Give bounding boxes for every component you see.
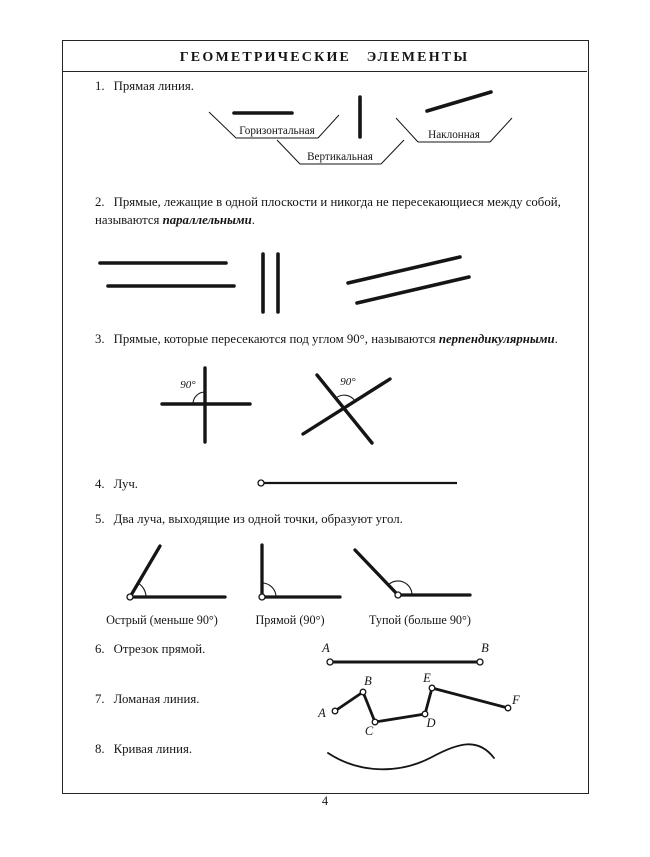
curved-line	[328, 744, 494, 769]
item-3-text	[95, 331, 558, 349]
leader-line	[396, 118, 418, 142]
page-title: ГЕОМЕТРИЧЕСКИЕ ЭЛЕМЕНТЫ	[179, 50, 470, 65]
diagram-ray	[255, 473, 465, 493]
angle-arc	[138, 583, 146, 597]
diagram-angles	[90, 538, 520, 633]
segment-endpoint-a	[327, 659, 333, 665]
acute-angle-ray-2	[130, 546, 160, 597]
item-4-number: 4.	[95, 477, 105, 491]
item-5-text	[95, 511, 403, 529]
term-parallel: параллельными	[162, 212, 252, 227]
page-number: 4	[321, 794, 329, 808]
item-6-text	[95, 641, 205, 659]
inclined-line-figure	[396, 92, 512, 142]
item-1-number: 1.	[95, 79, 105, 93]
acute-angle-figure	[106, 546, 225, 627]
right-angle-figure	[255, 545, 340, 627]
item-2-number: 2.	[95, 195, 105, 209]
point-d-label: D	[426, 716, 436, 730]
right-angle-arc	[193, 392, 205, 404]
polyline-point-a	[332, 708, 338, 714]
diagram-line-types	[185, 88, 520, 173]
right-angle-label: Прямой (90°)	[255, 613, 325, 627]
vertical-label: Вертикальная	[307, 151, 373, 163]
parallel-inclined-line-2	[357, 277, 469, 303]
item-1-label: Прямая линия.	[113, 79, 194, 93]
angle-vertex-point	[395, 592, 401, 598]
item-5-label: Два луча, выходящие из одной точки, образуют угол.	[113, 512, 403, 526]
angle-90-label: 90°	[340, 376, 356, 388]
angle-vertex-point	[259, 594, 265, 600]
perpendicular-cross-upright	[162, 368, 250, 442]
obtuse-angle-label: Тупой (больше 90°)	[369, 613, 471, 627]
item-4-label: Луч.	[113, 477, 139, 491]
diagram-segment	[318, 638, 498, 670]
point-a-label: A	[322, 641, 330, 655]
inclined-label: Наклонная	[428, 129, 480, 141]
item-7-text	[95, 691, 199, 709]
item-3-period: .	[554, 332, 558, 346]
diagram-parallel-lines	[95, 248, 495, 318]
term-perpendicular: перпендикулярными	[438, 332, 555, 346]
item-8-text	[95, 741, 192, 759]
acute-angle-label: Острый (меньше 90°)	[106, 613, 218, 627]
horizontal-label: Горизонтальная	[239, 125, 315, 137]
polyline-point-f	[505, 705, 511, 711]
item-2-text	[95, 194, 563, 229]
diagram-curve	[320, 732, 505, 780]
polyline-point-b	[360, 689, 366, 695]
item-2-period: .	[251, 212, 255, 227]
item-4-text	[95, 476, 138, 494]
item-1-text	[95, 78, 194, 96]
perpendicular-cross-rotated	[303, 375, 390, 443]
item-7-number: 7.	[95, 692, 105, 706]
item-2-label: Прямые, лежащие в одной плоскости и никогда не пересекающиеся между собой, называются	[95, 195, 561, 227]
leader-line	[318, 115, 339, 138]
diagram-perpendicular-lines	[140, 360, 420, 460]
leader-line	[209, 112, 236, 138]
leader-line	[277, 140, 300, 164]
item-5-number: 5.	[95, 512, 105, 526]
item-3-number: 3.	[95, 332, 105, 346]
item-6-label: Отрезок прямой.	[113, 642, 206, 656]
point-a-label: A	[318, 706, 326, 720]
polyline-point-e	[429, 685, 435, 691]
item-3-label: Прямые, которые пересекаются под углом 90°, называются	[113, 332, 439, 346]
segment-endpoint-b	[477, 659, 483, 665]
item-7-label: Ломаная линия.	[113, 692, 200, 706]
point-f-label: F	[512, 693, 520, 707]
item-6-number: 6.	[95, 642, 105, 656]
item-8-label: Кривая линия.	[113, 742, 193, 756]
point-b-label: B	[364, 674, 372, 688]
item-8-number: 8.	[95, 742, 105, 756]
horizontal-line-figure	[209, 112, 339, 138]
title-rule	[62, 71, 587, 72]
leader-line	[490, 118, 512, 142]
obtuse-angle-ray-2	[355, 550, 398, 595]
point-e-label: E	[423, 672, 431, 685]
inclined-thick-line	[427, 92, 491, 111]
parallel-inclined-line-1	[348, 257, 460, 283]
point-b-label: B	[481, 641, 489, 655]
point-c-label: C	[364, 724, 374, 738]
angle-vertex-point	[127, 594, 133, 600]
obtuse-angle-figure	[355, 550, 471, 627]
leader-line	[381, 140, 404, 164]
angle-90-label: 90°	[180, 379, 196, 391]
ray-origin-point	[258, 480, 264, 486]
